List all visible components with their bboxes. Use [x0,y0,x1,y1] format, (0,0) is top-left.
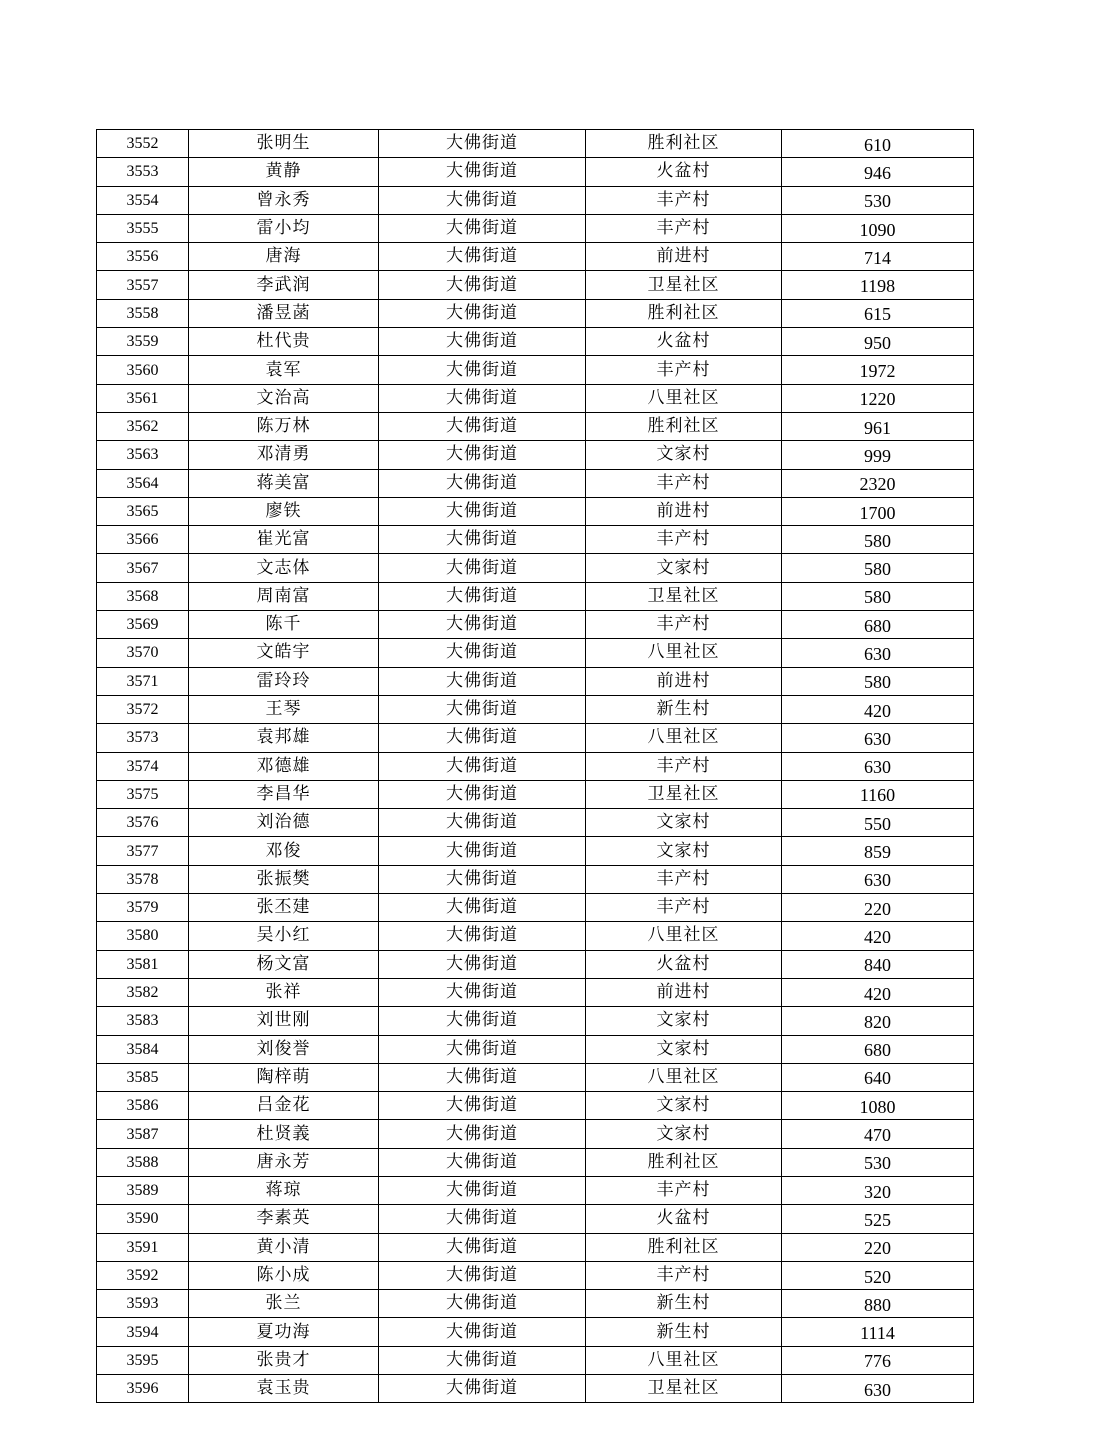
community-cell: 火盆村 [586,158,782,186]
street-cell: 大佛街道 [379,1318,586,1346]
street-cell: 大佛街道 [379,130,586,158]
street-cell: 大佛街道 [379,724,586,752]
community-cell: 丰产村 [586,526,782,554]
street-cell: 大佛街道 [379,243,586,271]
table-row [97,554,974,582]
street-cell: 大佛街道 [379,356,586,384]
person-name-cell: 张明生 [189,130,379,158]
record-id-cell: 3566 [97,526,189,554]
street-cell: 大佛街道 [379,328,586,356]
table-row [97,186,974,214]
community-cell: 新生村 [586,1318,782,1346]
table-row [97,1148,974,1176]
street-cell: 大佛街道 [379,922,586,950]
amount-cell: 1090 [782,214,974,242]
record-id-cell: 3565 [97,497,189,525]
street-cell: 大佛街道 [379,752,586,780]
table-body [97,130,974,1403]
amount-cell: 220 [782,894,974,922]
street-cell: 大佛街道 [379,1205,586,1233]
table-row [97,1035,974,1063]
record-id-cell: 3583 [97,1007,189,1035]
table-row [97,695,974,723]
person-name-cell: 张丕建 [189,894,379,922]
person-name-cell: 唐海 [189,243,379,271]
person-name-cell: 刘世刚 [189,1007,379,1035]
amount-cell: 630 [782,865,974,893]
record-id-cell: 3576 [97,809,189,837]
record-id-cell: 3555 [97,214,189,242]
table-row [97,894,974,922]
person-name-cell: 唐永芳 [189,1148,379,1176]
amount-cell: 320 [782,1176,974,1204]
record-id-cell: 3596 [97,1375,189,1403]
person-name-cell: 陈小成 [189,1261,379,1289]
record-id-cell: 3584 [97,1035,189,1063]
table-row [97,809,974,837]
person-name-cell: 夏功海 [189,1318,379,1346]
street-cell: 大佛街道 [379,497,586,525]
record-id-cell: 3595 [97,1346,189,1374]
table-row [97,667,974,695]
amount-cell: 580 [782,554,974,582]
amount-cell: 999 [782,441,974,469]
street-cell: 大佛街道 [379,186,586,214]
table-row [97,130,974,158]
table-row [97,1375,974,1403]
person-name-cell: 崔光富 [189,526,379,554]
amount-cell: 470 [782,1120,974,1148]
table-row [97,1290,974,1318]
community-cell: 新生村 [586,695,782,723]
community-cell: 前进村 [586,497,782,525]
person-name-cell: 雷玲玲 [189,667,379,695]
person-name-cell: 张贵才 [189,1346,379,1374]
community-cell: 文家村 [586,1092,782,1120]
person-name-cell: 曾永秀 [189,186,379,214]
record-id-cell: 3564 [97,469,189,497]
table-row [97,497,974,525]
record-id-cell: 3585 [97,1063,189,1091]
community-cell: 文家村 [586,809,782,837]
street-cell: 大佛街道 [379,299,586,327]
table-row [97,1205,974,1233]
amount-cell: 1114 [782,1318,974,1346]
amount-cell: 880 [782,1290,974,1318]
amount-cell: 580 [782,667,974,695]
street-cell: 大佛街道 [379,1346,586,1374]
table-row [97,922,974,950]
record-id-cell: 3573 [97,724,189,752]
amount-cell: 630 [782,724,974,752]
street-cell: 大佛街道 [379,441,586,469]
table-row [97,158,974,186]
street-cell: 大佛街道 [379,894,586,922]
community-cell: 丰产村 [586,214,782,242]
table-row [97,780,974,808]
record-id-cell: 3552 [97,130,189,158]
record-id-cell: 3554 [97,186,189,214]
street-cell: 大佛街道 [379,582,586,610]
record-id-cell: 3562 [97,412,189,440]
person-name-cell: 袁玉贵 [189,1375,379,1403]
amount-cell: 610 [782,130,974,158]
street-cell: 大佛街道 [379,780,586,808]
street-cell: 大佛街道 [379,1063,586,1091]
record-id-cell: 3572 [97,695,189,723]
amount-cell: 961 [782,412,974,440]
street-cell: 大佛街道 [379,1176,586,1204]
person-name-cell: 刘治德 [189,809,379,837]
person-name-cell: 廖铁 [189,497,379,525]
record-id-cell: 3588 [97,1148,189,1176]
community-cell: 文家村 [586,1120,782,1148]
community-cell: 卫星社区 [586,582,782,610]
amount-cell: 580 [782,526,974,554]
community-cell: 卫星社区 [586,780,782,808]
street-cell: 大佛街道 [379,865,586,893]
community-cell: 胜利社区 [586,299,782,327]
street-cell: 大佛街道 [379,978,586,1006]
amount-cell: 1972 [782,356,974,384]
table-row [97,412,974,440]
community-cell: 胜利社区 [586,412,782,440]
street-cell: 大佛街道 [379,639,586,667]
record-id-cell: 3587 [97,1120,189,1148]
table-row [97,1063,974,1091]
amount-cell: 420 [782,695,974,723]
table-row [97,865,974,893]
community-cell: 八里社区 [586,1063,782,1091]
table-row [97,639,974,667]
person-name-cell: 李素英 [189,1205,379,1233]
community-cell: 卫星社区 [586,271,782,299]
person-name-cell: 刘俊誉 [189,1035,379,1063]
record-id-cell: 3593 [97,1290,189,1318]
person-name-cell: 王琴 [189,695,379,723]
person-name-cell: 陈千 [189,611,379,639]
table-row [97,384,974,412]
community-cell: 丰产村 [586,186,782,214]
community-cell: 丰产村 [586,752,782,780]
amount-cell: 859 [782,837,974,865]
person-name-cell: 袁邦雄 [189,724,379,752]
record-id-cell: 3570 [97,639,189,667]
person-name-cell: 张祥 [189,978,379,1006]
table-row [97,1346,974,1374]
record-id-cell: 3559 [97,328,189,356]
record-id-cell: 3579 [97,894,189,922]
street-cell: 大佛街道 [379,837,586,865]
street-cell: 大佛街道 [379,950,586,978]
person-name-cell: 蒋琼 [189,1176,379,1204]
table-row [97,271,974,299]
amount-cell: 550 [782,809,974,837]
community-cell: 丰产村 [586,469,782,497]
record-id-cell: 3558 [97,299,189,327]
person-name-cell: 李昌华 [189,780,379,808]
community-cell: 火盆村 [586,1205,782,1233]
table-row [97,582,974,610]
person-name-cell: 黄静 [189,158,379,186]
street-cell: 大佛街道 [379,1148,586,1176]
street-cell: 大佛街道 [379,1120,586,1148]
table-row [97,1261,974,1289]
person-name-cell: 杜代贵 [189,328,379,356]
table-row [97,611,974,639]
data-table [96,129,974,1403]
amount-cell: 820 [782,1007,974,1035]
record-id-cell: 3586 [97,1092,189,1120]
person-name-cell: 杜贤義 [189,1120,379,1148]
amount-cell: 1198 [782,271,974,299]
person-name-cell: 张振樊 [189,865,379,893]
record-id-cell: 3594 [97,1318,189,1346]
table-row [97,469,974,497]
community-cell: 新生村 [586,1290,782,1318]
community-cell: 火盆村 [586,328,782,356]
person-name-cell: 蒋美富 [189,469,379,497]
community-cell: 胜利社区 [586,130,782,158]
community-cell: 前进村 [586,667,782,695]
community-cell: 火盆村 [586,950,782,978]
record-id-cell: 3568 [97,582,189,610]
table-row [97,1233,974,1261]
table-row [97,978,974,1006]
table-row [97,1007,974,1035]
community-cell: 丰产村 [586,1261,782,1289]
record-id-cell: 3574 [97,752,189,780]
amount-cell: 946 [782,158,974,186]
street-cell: 大佛街道 [379,271,586,299]
person-name-cell: 吕金花 [189,1092,379,1120]
amount-cell: 630 [782,1375,974,1403]
community-cell: 八里社区 [586,922,782,950]
street-cell: 大佛街道 [379,809,586,837]
street-cell: 大佛街道 [379,469,586,497]
record-id-cell: 3578 [97,865,189,893]
record-id-cell: 3557 [97,271,189,299]
person-name-cell: 邓清勇 [189,441,379,469]
amount-cell: 420 [782,978,974,1006]
record-id-cell: 3569 [97,611,189,639]
person-name-cell: 文治高 [189,384,379,412]
record-id-cell: 3567 [97,554,189,582]
amount-cell: 776 [782,1346,974,1374]
street-cell: 大佛街道 [379,1233,586,1261]
person-name-cell: 杨文富 [189,950,379,978]
community-cell: 八里社区 [586,639,782,667]
person-name-cell: 陶梓萌 [189,1063,379,1091]
person-name-cell: 文志体 [189,554,379,582]
street-cell: 大佛街道 [379,1035,586,1063]
street-cell: 大佛街道 [379,384,586,412]
street-cell: 大佛街道 [379,1007,586,1035]
community-cell: 胜利社区 [586,1148,782,1176]
record-id-cell: 3561 [97,384,189,412]
table-row [97,724,974,752]
street-cell: 大佛街道 [379,412,586,440]
community-cell: 丰产村 [586,865,782,893]
street-cell: 大佛街道 [379,1092,586,1120]
table-row [97,950,974,978]
table-row [97,1092,974,1120]
table-row [97,299,974,327]
community-cell: 丰产村 [586,1176,782,1204]
amount-cell: 714 [782,243,974,271]
amount-cell: 640 [782,1063,974,1091]
table-row [97,526,974,554]
record-id-cell: 3563 [97,441,189,469]
person-name-cell: 雷小均 [189,214,379,242]
table-row [97,328,974,356]
person-name-cell: 邓德雄 [189,752,379,780]
street-cell: 大佛街道 [379,158,586,186]
amount-cell: 1700 [782,497,974,525]
amount-cell: 530 [782,1148,974,1176]
community-cell: 文家村 [586,1035,782,1063]
community-cell: 文家村 [586,1007,782,1035]
person-name-cell: 潘昱菡 [189,299,379,327]
community-cell: 文家村 [586,837,782,865]
amount-cell: 530 [782,186,974,214]
street-cell: 大佛街道 [379,554,586,582]
person-name-cell: 邓俊 [189,837,379,865]
person-name-cell: 张兰 [189,1290,379,1318]
amount-cell: 525 [782,1205,974,1233]
table-row [97,752,974,780]
amount-cell: 580 [782,582,974,610]
record-id-cell: 3556 [97,243,189,271]
record-id-cell: 3592 [97,1261,189,1289]
street-cell: 大佛街道 [379,1375,586,1403]
community-cell: 胜利社区 [586,1233,782,1261]
community-cell: 八里社区 [586,1346,782,1374]
amount-cell: 950 [782,328,974,356]
person-name-cell: 黄小清 [189,1233,379,1261]
community-cell: 前进村 [586,243,782,271]
record-id-cell: 3560 [97,356,189,384]
table-row [97,243,974,271]
street-cell: 大佛街道 [379,214,586,242]
amount-cell: 2320 [782,469,974,497]
person-name-cell: 陈万林 [189,412,379,440]
street-cell: 大佛街道 [379,1290,586,1318]
person-name-cell: 袁军 [189,356,379,384]
community-cell: 丰产村 [586,356,782,384]
community-cell: 八里社区 [586,724,782,752]
table-row [97,837,974,865]
table-row [97,1318,974,1346]
amount-cell: 680 [782,611,974,639]
amount-cell: 1080 [782,1092,974,1120]
community-cell: 文家村 [586,554,782,582]
record-id-cell: 3589 [97,1176,189,1204]
community-cell: 八里社区 [586,384,782,412]
community-cell: 文家村 [586,441,782,469]
person-name-cell: 吴小红 [189,922,379,950]
table-row [97,1120,974,1148]
community-cell: 丰产村 [586,894,782,922]
record-id-cell: 3590 [97,1205,189,1233]
amount-cell: 680 [782,1035,974,1063]
person-name-cell: 周南富 [189,582,379,610]
amount-cell: 630 [782,752,974,780]
record-id-cell: 3553 [97,158,189,186]
record-id-cell: 3591 [97,1233,189,1261]
table-row [97,356,974,384]
record-id-cell: 3581 [97,950,189,978]
record-id-cell: 3575 [97,780,189,808]
amount-cell: 630 [782,639,974,667]
person-name-cell: 李武润 [189,271,379,299]
community-cell: 丰产村 [586,611,782,639]
street-cell: 大佛街道 [379,1261,586,1289]
amount-cell: 220 [782,1233,974,1261]
amount-cell: 520 [782,1261,974,1289]
street-cell: 大佛街道 [379,611,586,639]
record-id-cell: 3580 [97,922,189,950]
table-row [97,1176,974,1204]
record-id-cell: 3571 [97,667,189,695]
person-name-cell: 文皓宇 [189,639,379,667]
record-id-cell: 3582 [97,978,189,1006]
community-cell: 前进村 [586,978,782,1006]
table-row [97,214,974,242]
amount-cell: 615 [782,299,974,327]
amount-cell: 420 [782,922,974,950]
amount-cell: 840 [782,950,974,978]
community-cell: 卫星社区 [586,1375,782,1403]
amount-cell: 1160 [782,780,974,808]
record-id-cell: 3577 [97,837,189,865]
table-row [97,441,974,469]
street-cell: 大佛街道 [379,695,586,723]
street-cell: 大佛街道 [379,526,586,554]
street-cell: 大佛街道 [379,667,586,695]
amount-cell: 1220 [782,384,974,412]
